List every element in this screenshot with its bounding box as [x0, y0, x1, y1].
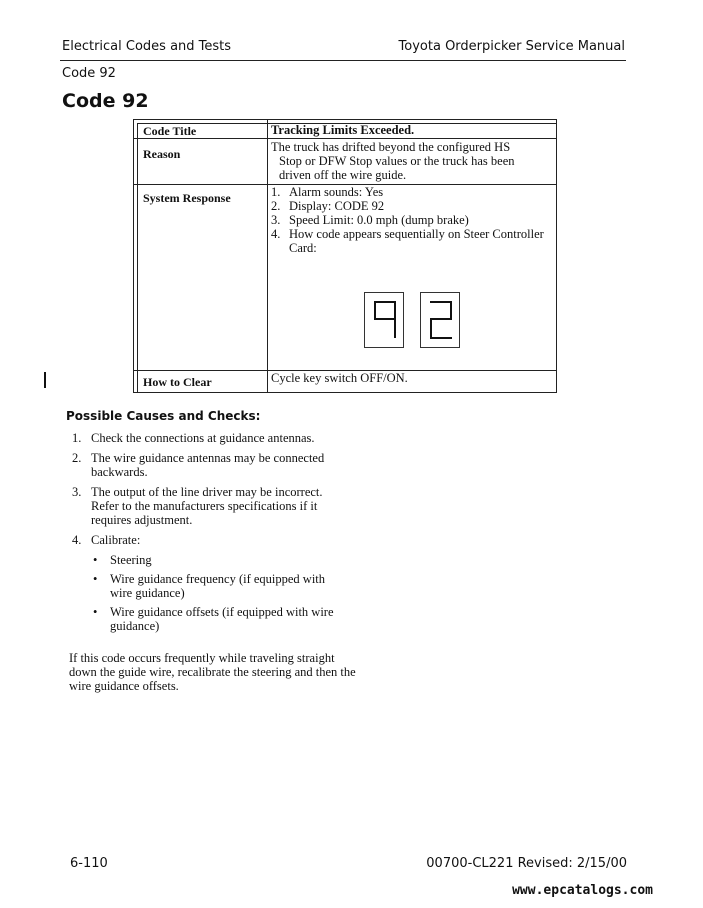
response-item: 2. Display: CODE 92: [271, 199, 385, 213]
reason-value: [271, 140, 548, 182]
reason-line: driven off the wire guide.: [279, 168, 407, 182]
cause-item: 3. The output of the line driver may be incorrect. Refer to the manufacturers specifications if it requires adjustment.: [72, 485, 323, 527]
cause-item: 4. Calibrate: • Steering • Wire guidance frequency (if equipped with wire guidance) • Wire guidance offsets (if equipped with wire guidance): [72, 533, 342, 633]
table-row-divider: [134, 138, 556, 139]
change-bar: [44, 372, 46, 388]
bullet-item: • Wire guidance frequency (if equipped with wire guidance): [93, 572, 326, 600]
digit-2-display: [420, 292, 460, 348]
calibrate-bullets: [91, 553, 342, 633]
reason-line: The truck has drifted beyond the configured HS: [271, 140, 511, 154]
causes-list: [72, 431, 342, 639]
steer-controller-display: [364, 292, 464, 350]
response-item: 1. Alarm sounds: Yes: [271, 185, 384, 199]
response-item: 4. How code appears sequentially on Steer Controller Card:: [271, 227, 544, 255]
system-response-label: System Response: [143, 191, 231, 205]
page-number: 6-110: [70, 856, 108, 871]
system-response-value: [271, 185, 548, 255]
bullet-item: • Steering: [93, 553, 152, 567]
section-label: Code 92: [62, 66, 116, 81]
code-title-value: Tracking Limits Exceeded.: [271, 123, 415, 137]
recalibration-note: If this code occurs frequently while traveling straight down the guide wire, recalibrate the steering and then the wire guidance offsets.: [69, 651, 356, 693]
how-to-clear-value: Cycle key switch OFF/ON.: [271, 371, 408, 385]
reason-line: Stop or DFW Stop values or the truck has been: [279, 154, 515, 168]
reason-label: Reason: [143, 147, 181, 161]
page-title: Code 92: [62, 90, 149, 112]
header-left-title: Electrical Codes and Tests: [62, 39, 232, 54]
how-to-clear-label: How to Clear: [143, 375, 212, 389]
causes-title: Possible Causes and Checks:: [66, 409, 261, 423]
cause-item: 1. Check the connections at guidance antennas.: [72, 431, 315, 445]
doc-revision: 00700-CL221 Revised: 2/15/00: [426, 856, 627, 871]
digit-9-display: [364, 292, 404, 348]
code-title-label: Code Title: [143, 124, 197, 138]
cause-item: 2. The wire guidance antennas may be connected backwards.: [72, 451, 325, 479]
response-list: [271, 185, 548, 255]
header-rule: [60, 60, 626, 61]
watermark-url: www.epcatalogs.com: [512, 883, 653, 898]
table-column-divider: [267, 120, 268, 392]
response-item: 3. Speed Limit: 0.0 mph (dump brake): [271, 213, 469, 227]
bullet-item: • Wire guidance offsets (if equipped with wire guidance): [93, 605, 334, 633]
code-table: [133, 119, 557, 393]
header-right-title: Toyota Orderpicker Service Manual: [398, 39, 625, 54]
